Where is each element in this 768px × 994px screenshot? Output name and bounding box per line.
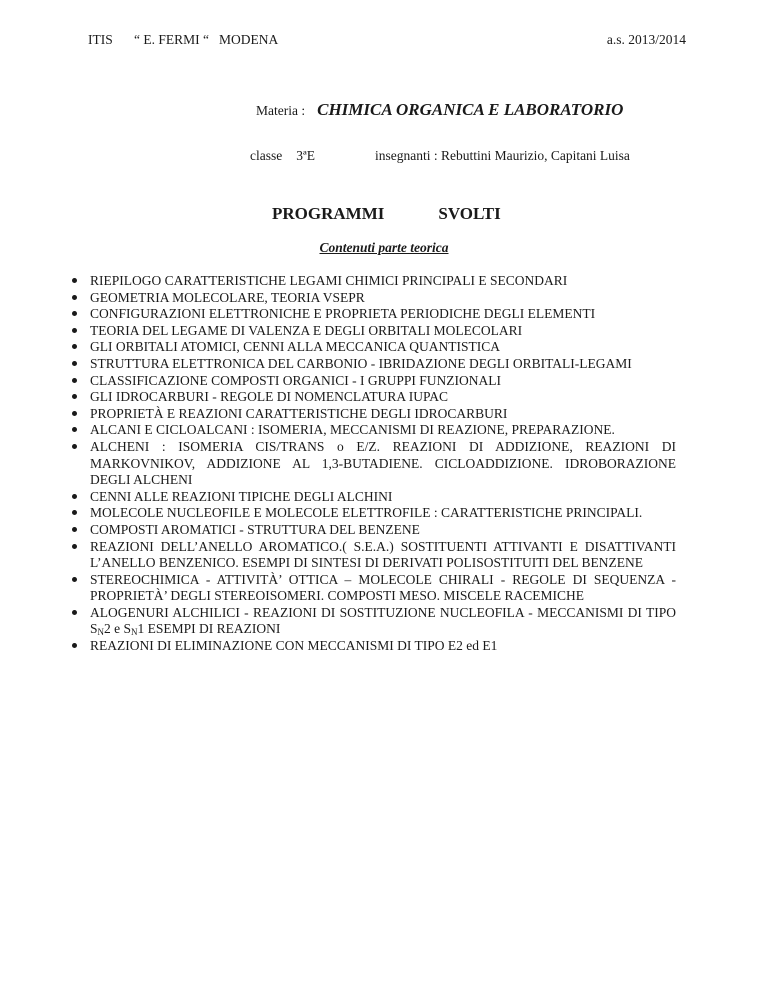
subject-row (256, 100, 623, 120)
bullet-icon (72, 344, 77, 349)
list-item (90, 339, 676, 356)
topic-text: GLI ORBITALI ATOMICI, CENNI ALLA MECCANICA QUANTISTICA (90, 339, 501, 355)
subscript: N (131, 627, 138, 638)
bullet-icon (72, 527, 77, 532)
school-info (88, 32, 278, 47)
list-item (90, 389, 676, 406)
school-city: MODENA (219, 32, 279, 47)
teachers: insegnanti : Rebuttini Maurizio, Capitani Luisa (374, 148, 630, 163)
topic-text: GLI IDROCARBURI - REGOLE DI NOMENCLATURA IUPAC (90, 389, 449, 405)
list-item (90, 572, 676, 605)
bullet-icon (72, 510, 77, 515)
bullet-icon (72, 278, 77, 283)
page-title (272, 204, 501, 224)
topic-text: STEREOCHIMICA - ATTIVITÀ’ OTTICA – MOLECOLE CHIRALI - REGOLE DI SEQUENZA - PROPRIETÀ’ DEGLI STEREOISOMERI. COMPOSTI MESO. MISCELE RACEMICHE (90, 571, 676, 604)
bullet-icon (72, 544, 77, 549)
topic-text: COMPOSTI AROMATICI - STRUTTURA DEL BENZENE (90, 521, 420, 537)
topic-text: CLASSIFICAZIONE COMPOSTI ORGANICI - I GRUPPI FUNZIONALI (90, 372, 502, 388)
topic-text: GEOMETRIA MOLECOLARE, TEORIA VSEPR (90, 289, 365, 305)
school-type: ITIS (88, 32, 113, 47)
bullet-icon (72, 411, 77, 416)
list-item (90, 489, 676, 506)
topic-text: 2 e S (104, 621, 132, 637)
topic-text: ALCANI E CICLOALCANI : ISOMERIA, MECCANISMI DI REAZIONE, PREPARAZIONE. (90, 422, 615, 438)
list-item (90, 406, 676, 423)
list-item (90, 439, 676, 489)
topic-text: ALCHENI : ISOMERIA CIS/TRANS o E/Z. REAZIONI DI ADDIZIONE, REAZIONI DI MARKOVNIKOV, ADDIZIONE AL 1,3-BUTADIENE. CICLOADDIZIONE. IDROBORAZIONE DEGLI ALCHENI (90, 438, 676, 488)
list-item (90, 539, 676, 572)
document-header (88, 32, 686, 48)
topic-text: REAZIONI DELL’ANELLO AROMATICO.( S.E.A.) SOSTITUENTI ATTIVANTI E DISATTIVANTI L’ANELLO BENZENICO. ESEMPI DI SINTESI DI DERIVATI POLISOSTITUITI DEL BENZENE (90, 538, 676, 571)
list-item (90, 638, 676, 655)
list-item (90, 290, 676, 307)
school-name: “ E. FERMI “ (134, 32, 209, 47)
bullet-icon (72, 394, 77, 399)
bullet-icon (72, 643, 77, 648)
bullet-icon (72, 311, 77, 316)
bullet-icon (72, 427, 77, 432)
subject-name: CHIMICA ORGANICA E LABORATORIO (317, 100, 624, 119)
list-item (90, 356, 676, 373)
topic-text: 1 ESEMPI DI REAZIONI (137, 621, 281, 637)
section-title: Contenuti parte teorica (319, 240, 449, 255)
subject-label: Materia : (256, 103, 306, 118)
topic-text: TEORIA DEL LEGAME DI VALENZA E DEGLI ORBITALI MOLECOLARI (90, 322, 523, 338)
list-item (90, 605, 676, 638)
subscript: N (97, 627, 105, 638)
topic-text: CONFIGURAZIONI ELETTRONICHE E PROPRIETA PERIODICHE DEGLI ELEMENTI (90, 306, 596, 322)
list-item (90, 522, 676, 539)
bullet-icon (72, 378, 77, 383)
bullet-icon (72, 577, 77, 582)
class-value: 3ªE (296, 148, 315, 163)
topic-text: CENNI ALLE REAZIONI TIPICHE DEGLI ALCHINI (90, 488, 393, 504)
title-part-2: SVOLTI (438, 204, 501, 223)
topic-text: MOLECOLE NUCLEOFILE E MOLECOLE ELETTROFILE : CARATTERISTICHE PRINCIPALI. (90, 505, 643, 521)
topic-text: ALOGENURI ALCHILICI - REAZIONI DI SOSTITUZIONE NUCLEOFILA - MECCANISMI DI TIPO S (90, 604, 676, 637)
topic-text: RIEPILOGO CARATTERISTICHE LEGAMI CHIMICI PRINCIPALI E SECONDARI (90, 273, 568, 288)
topic-list (90, 273, 676, 655)
bullet-icon (72, 295, 77, 300)
school-year: a.s. 2013/2014 (606, 32, 686, 47)
list-item (90, 373, 676, 390)
bullet-icon (72, 494, 77, 499)
list-item (90, 422, 676, 439)
bullet-icon (72, 328, 77, 333)
list-item (90, 273, 676, 290)
topic-text: PROPRIETÀ E REAZIONI CARATTERISTICHE DEGLI IDROCARBURI (90, 405, 508, 421)
bullet-icon (72, 610, 77, 615)
list-item (90, 323, 676, 340)
list-item (90, 505, 676, 522)
class-label: classe (250, 148, 283, 163)
class-row (250, 148, 630, 164)
topic-text: STRUTTURA ELETTRONICA DEL CARBONIO - IBRIDAZIONE DEGLI ORBITALI-LEGAMI (90, 355, 632, 371)
list-item (90, 306, 676, 323)
topic-text: REAZIONI DI ELIMINAZIONE CON MECCANISMI DI TIPO E2 ed E1 (90, 638, 498, 654)
bullet-icon (72, 361, 77, 366)
bullet-icon (72, 444, 77, 449)
title-part-1: PROGRAMMI (272, 204, 385, 223)
